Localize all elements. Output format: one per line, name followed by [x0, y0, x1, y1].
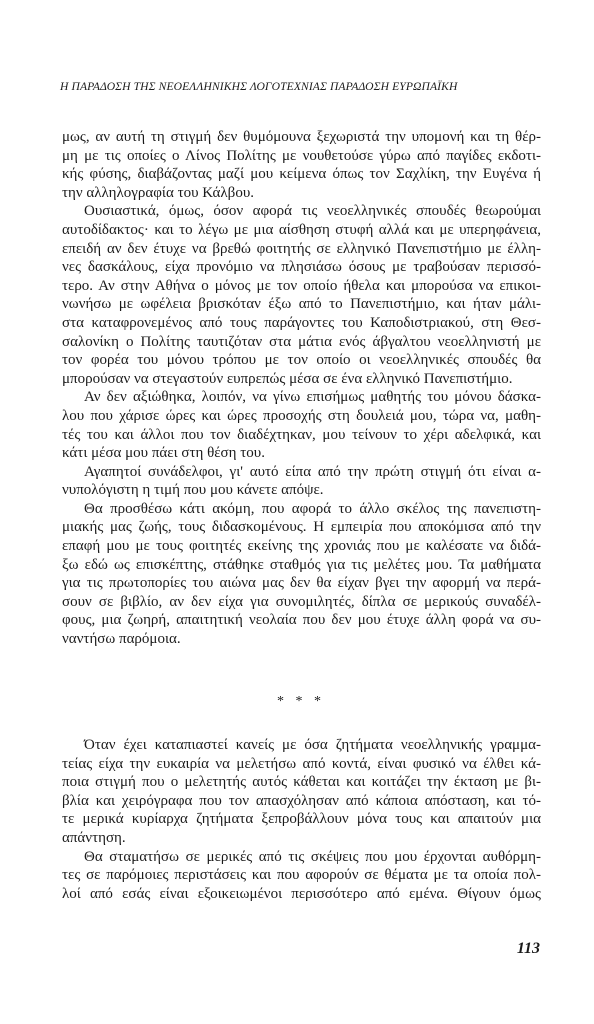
text-line: ναντήσω παρόμοια. — [62, 631, 181, 648]
text-line: Αν δεν αξιώθηκα, λοιπόν, να γίνω επισήμως μαθητής του μόνου δάσκα- — [84, 389, 541, 406]
text-line: βλία και χειρόγραφα που τον απασχόλησαν από κάποια απόσταση, και τό- — [62, 792, 541, 809]
text-line: επαφή μου με τους φοιτητές εκείνης της χρονιάς που με καλέσατε να διδά- — [62, 538, 541, 555]
text-block-first-section — [62, 128, 541, 649]
text-line: μπορούσαν να στεγαστούν ευπρεπώς μέσα σε ένα ελληνικό Πανεπιστήμιο. — [62, 370, 513, 387]
text-line: φους, μια ζωηρή, απαιτητική νεολαία που δεν μου έτυχε άλλη φορά να συ- — [62, 612, 541, 629]
section-separator: * * * — [277, 694, 325, 709]
text-line: απάντηση. — [62, 829, 126, 846]
text-line: αυτοδίδακτος· και το λέγω με μια αίσθηση στυφή αλλά και με υπερηφάνεια, — [62, 221, 541, 238]
running-head: Η ΠΑΡΑΔΟΣΗ ΤΗΣ ΝΕΟΕΛΛΗΝΙΚΗΣ ΛΟΓΟΤΕΧΝΙΑΣ ΠΑΡΑΔΟΣΗ ΕΥΡΩΠΑΪΚΗ — [60, 80, 458, 93]
text-line: στα καταφρονεμένος από τους παράγοντες του Καποδιστριακού, στη Θεσ- — [62, 314, 541, 331]
text-line: ξω εδώ ως επισκέπτης, στάθηκε σταθμός για τις μελέτες μου. Τα μαθήματα — [62, 556, 541, 573]
text-line: Όταν έχει καταπιαστεί κανείς με όσα ζητήματα νεοελληνικής γραμμα- — [84, 737, 541, 753]
text-line: σαλονίκη ο Πολίτης ταυτιζόταν στα μάτια ενός άβγαλτου νεοελληνιστή με — [62, 333, 541, 350]
text-line: κάτι μέσα μου πάει στη θέση του. — [62, 445, 265, 462]
text-line: την αλληλογραφία του Κάλβου. — [62, 184, 254, 201]
text-line: Θα προσθέσω κάτι ακόμη, που αφορά το άλλο σκέλος της πανεπιστη- — [84, 500, 541, 517]
text-line: νες δασκάλους, είχα προνόμιο να πλησιάσω όσους με τραβούσαν περισσό- — [62, 259, 541, 276]
text-line: για τις πρωτοπορίες του αιώνα μας δεν θα είχαν βγει την αφορμή να περά- — [62, 575, 541, 592]
text-line: νωνήσω με ωφέλεια βρισκόταν έξω από το Πανεπιστήμιο, και ήταν μάλι- — [62, 296, 541, 313]
text-line: τες σε παρόμοιες περιστάσεις και που αφορούν σε θέματα με τα οποία πολ- — [62, 867, 541, 884]
text-line: Θα σταματήσω σε μερικές από τις σκέψεις που μου έρχονται αυθόρμη- — [84, 848, 541, 865]
text-line: τον φορέα του μόνου τρόπου με τον οποίο οι νεοελληνικές σπουδές θα — [62, 352, 541, 369]
text-line: μως, αν αυτή τη στιγμή δεν θυμόμουνα ξεχωριστά την υπομονή και τη θέρ- — [62, 129, 541, 145]
text-line: επειδή αν δεν έτυχε να βρεθώ φοιτητής σε ελληνικό Πανεπιστήμιο με έλλη- — [62, 240, 541, 257]
text-line: νυπολόγιστη η τιμή που μου κάνετε απόψε. — [62, 482, 324, 499]
text-line: Αγαπητοί συνάδελφοι, γι' αυτό είπα από την πρώτη στιγμή ότι είναι α- — [84, 463, 541, 480]
text-line: τε μερικά κυρίαρχα ζητήματα ξεπροβάλλουν μόνα τους και απαιτούν μια — [62, 811, 541, 828]
text-line: τείας είχα την ευκαιρία να μελετήσω από κοντά, είναι φυσικό να έλθει κά- — [62, 755, 541, 772]
text-line: Ουσιαστικά, όμως, όσον αφορά τις νεοελληνικές σπουδές θεωρούμαι — [84, 203, 541, 220]
text-line: λοί από εσάς είναι εξοικειωμένοι περισσότερο από εμένα. Θίγουν όμως — [62, 885, 541, 902]
text-line: τερο. Αν στην Αθήνα ο μόνος με τον οποίο ήθελα και μπορούσα να επικοι- — [62, 277, 541, 294]
text-line: κής φύσης, διαβάζοντας μαζί μου κείμενα όπως τον Σαχλίκη, την Ευγένα ή — [62, 166, 541, 183]
text-line: ποια στιγμή που ο μελετητής αυτός κάθεται και κοιτάζει την έκταση με βι- — [62, 774, 541, 791]
text-line: μιακής μας ζωής, τους διδασκομένους. Η εμπειρία που αποκόμισα από την — [62, 519, 541, 536]
text-line: σουν σε βιβλίο, αν δεν είχα για συνομιλητές, δίπλα σε μερικούς συναδέλ- — [62, 593, 541, 610]
text-block-second-section — [62, 736, 541, 903]
text-line: μη με τις οποίες ο Λίνος Πολίτης με νουθετούσε γύρω από παγίδες εκδοτι- — [62, 147, 541, 164]
text-line: τές του και άλλοι που τον διαδέχτηκαν, μου τείνουν το χέρι αδελφικά, και — [62, 426, 541, 443]
page-number: 113 — [516, 940, 540, 957]
text-line: λου που χάρισε ώρες και ώρες προσοχής στη δουλειά μου, τώρα να, μαθη- — [62, 407, 541, 424]
